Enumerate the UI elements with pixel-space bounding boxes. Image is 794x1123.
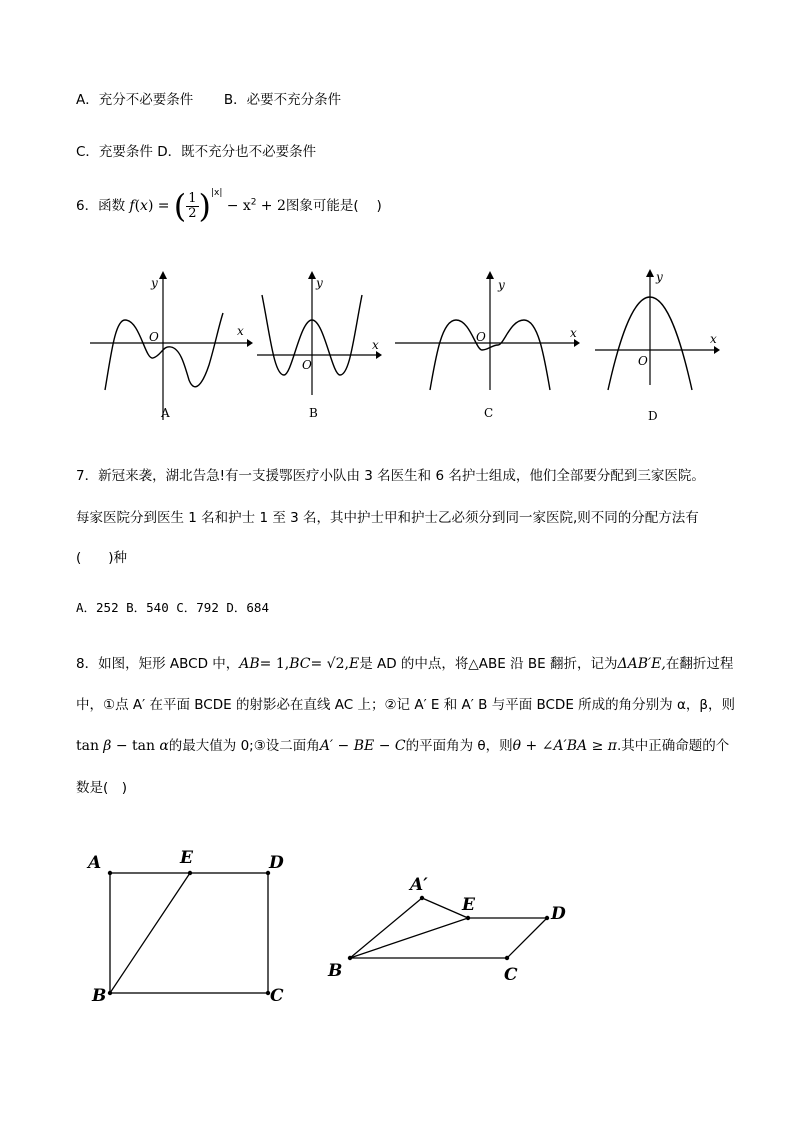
q8-bc: BC xyxy=(289,656,311,672)
q8-e: E xyxy=(348,656,360,672)
q7-line2: 每家医院分到医生 1 名和护士 1 至 3 名，其中护士甲和护士乙必须分到同一家医院,则不同的分配方法有 xyxy=(76,510,699,526)
q5-option-b: B．必要不充分条件 xyxy=(223,92,342,108)
graph-a-y-label: y xyxy=(151,276,158,290)
q8-ab-val: = 1, xyxy=(259,656,290,672)
q8-line2: 中，①点 A′ 在平面 BCDE 的射影必在直线 AC 上；②记 A′ E 和 A′ B 与平面 BCDE 所成的角分别为 α，β，则 xyxy=(76,697,735,713)
graph-d-origin: O xyxy=(638,354,648,368)
q6-eq: = xyxy=(157,198,170,214)
q6-frac-num: 1 xyxy=(188,190,197,206)
q8-line3 xyxy=(76,734,729,754)
fig1-label-c: C xyxy=(270,986,284,1006)
graph-b-origin: O xyxy=(302,358,312,372)
q6-rest-a: − x xyxy=(226,198,251,214)
q8-line1-text-a: 8．如图，矩形 ABCD 中， xyxy=(76,656,240,672)
q8-bc-val: = √2, xyxy=(310,656,349,672)
q8-beta: β xyxy=(103,738,112,754)
graph-d-y-label: y xyxy=(656,270,663,284)
fig2-label-c: C xyxy=(504,965,518,985)
graph-b-caption: B xyxy=(309,406,318,420)
q7-options: A．252 B．540 C．792 D．684 xyxy=(76,600,269,615)
q6-number: 6．函数 xyxy=(76,198,126,214)
q8-alpha: α xyxy=(159,738,169,754)
q8-inequality: θ + ∠A′BA ≥ π xyxy=(512,738,617,754)
q8-line1-text-c: 在翻折过程 xyxy=(665,656,734,672)
q8-figure-rectangle xyxy=(80,838,300,1022)
fig2-label-b: B xyxy=(328,961,343,981)
graph-c-caption: C xyxy=(484,406,494,420)
q6-x: x xyxy=(140,198,148,214)
graph-a-caption: A xyxy=(161,406,170,420)
q8-line1 xyxy=(76,652,733,672)
q5-option-c: C．充要条件 xyxy=(76,144,153,160)
fig1-label-a: A xyxy=(88,853,102,873)
q8-line3-text-d: 的平面角为 θ，则 xyxy=(405,738,513,754)
fig1-label-b: B xyxy=(92,986,107,1006)
graph-c-origin: O xyxy=(476,330,486,344)
q5-options-row1 xyxy=(76,88,341,108)
fig2-label-d: D xyxy=(551,904,566,924)
fig2-label-e: E xyxy=(462,895,475,915)
q8-ab: AB xyxy=(239,656,260,672)
q6-rest-b: + 2 xyxy=(260,198,286,214)
q6-exponent: |x| xyxy=(211,187,223,198)
q6-graph-a xyxy=(85,265,255,429)
q6-graph-c xyxy=(392,265,592,429)
q8-dihedral: A′ − BE − C xyxy=(319,738,406,754)
fig1-label-d: D xyxy=(269,853,284,873)
graph-c-y-label: y xyxy=(498,278,505,292)
graph-c-x-label: x xyxy=(570,326,577,340)
q5-option-d: D．既不充分也不必要条件 xyxy=(157,144,317,160)
q6-f: f xyxy=(129,198,135,214)
q8-triangle: ΔAB′E, xyxy=(617,656,666,672)
q6-fraction xyxy=(186,192,198,221)
q8-tan2: − tan xyxy=(111,738,156,754)
q6-frac-den: 2 xyxy=(188,205,197,221)
graph-a-origin: O xyxy=(149,330,159,344)
fig2-label-a-prime: A′ xyxy=(410,875,428,895)
graph-b-y-label: y xyxy=(316,276,323,290)
q8-line3-text-e: .其中正确命题的个 xyxy=(616,738,730,754)
q6-tail: 图象可能是( ) xyxy=(285,198,382,214)
graph-a-x-label: x xyxy=(237,324,244,338)
q8-line1-text-b: 是 AD 的中点，将△ABE 沿 BE 翻折，记为 xyxy=(359,656,618,672)
q6-stem: 6．函数 f(x) = ( $\frac{1}{2}$ )$^{|x|} - x^2 + 2$图象可能是( ) xyxy=(76,187,382,225)
graph-d-caption: D xyxy=(648,409,658,423)
graph-b-x-label: x xyxy=(372,338,379,352)
q8-tan1: tan xyxy=(76,738,99,754)
q8-line3-text-c: 的最大值为 0;③设二面角 xyxy=(168,738,320,754)
q6-graph-d xyxy=(590,265,730,429)
q8-figure-folded xyxy=(322,862,582,996)
q5-option-a: A．充分不必要条件 xyxy=(76,92,194,108)
q7-line1: 7．新冠来袭，湖北告急!有一支援鄂医疗小队由 3 名医生和 6 名护士组成，他们全部要分配到三家医院。 xyxy=(76,468,705,484)
q6-graph-b xyxy=(252,265,392,429)
fig1-label-e: E xyxy=(180,848,193,868)
q7-line3: ( )种 xyxy=(76,550,128,566)
q8-line4: 数是( ) xyxy=(76,780,128,796)
graph-d-x-label: x xyxy=(710,332,717,346)
q6-square: 2 xyxy=(250,197,257,208)
q5-options-row2 xyxy=(76,140,316,160)
